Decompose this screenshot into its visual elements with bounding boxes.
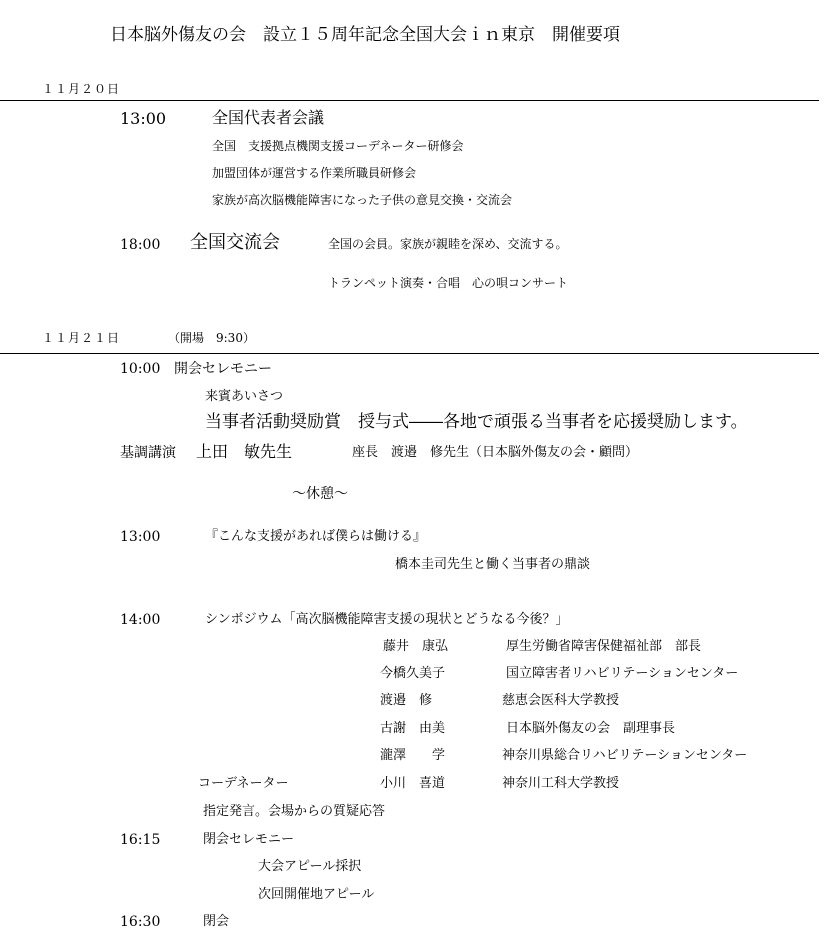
- symposium-time: 14:00: [120, 612, 161, 628]
- day1-session1-item: 全国 支援拠点機関支援コーデネーター研修会: [212, 139, 464, 153]
- panelist-name: 瀧澤 学: [380, 748, 446, 763]
- talk-time: 13:00: [120, 529, 161, 545]
- panelist-name: 今橋久美子: [380, 666, 446, 681]
- opening-greeting: 来賓あいさつ: [205, 389, 284, 404]
- day1-date: １１月２０日: [42, 82, 121, 96]
- document-title: 日本脳外傷友の会 設立１５周年記念全国大会ｉｎ東京 開催要項: [110, 25, 620, 45]
- day2-date: １１月２１日: [42, 331, 121, 345]
- panelist-org: 日本脳外傷友の会 副理事長: [506, 721, 676, 736]
- opening-award: 当事者活動奨励賞 授与式――各地で頑張る当事者を応援奨励します。: [205, 412, 748, 432]
- end-title: 閉会: [203, 914, 230, 929]
- keynote-speaker: 上田 敏先生: [196, 442, 293, 461]
- coordinator-org: 神奈川工科大学教授: [502, 776, 620, 791]
- day2-rule: [0, 353, 819, 354]
- symposium-title: シンポジウム「高次脳機能障害支援の現状とどうなる今後？」: [205, 612, 569, 627]
- day1-session1-time: 13:00: [120, 109, 167, 128]
- day1-session1-item: 加盟団体が運営する作業所職員研修会: [212, 166, 417, 180]
- day1-session1-title: 全国代表者会議: [212, 108, 325, 127]
- panelist-name: 古謝 由美: [380, 721, 446, 736]
- panelist-org: 厚生労働省障害保健福祉部 部長: [506, 639, 702, 654]
- day2-open-time: （開場 9:30）: [168, 331, 255, 345]
- closing-item: 次回開催地アピール: [258, 887, 375, 902]
- opening-time: 10:00: [120, 361, 161, 377]
- opening-title: 開会セレモニー: [174, 361, 272, 377]
- day1-session2-concert: トランペット演奏・合唱 心の唄コンサート: [328, 276, 569, 290]
- panelist-name: 渡邉 修: [380, 693, 433, 708]
- closing-item: 大会アピール採択: [258, 859, 362, 874]
- symposium-qa: 指定発言。会場からの質疑応答: [203, 804, 386, 819]
- closing-time: 16:15: [120, 832, 161, 848]
- talk-desc: 橋本圭司先生と働く当事者の鼎談: [395, 557, 591, 572]
- closing-title: 閉会セレモニー: [203, 832, 295, 847]
- panelist-org: 国立障害者リハビリテーションセンター: [506, 666, 739, 681]
- break-label: ～休憩～: [292, 486, 348, 502]
- end-time: 16:30: [120, 914, 161, 930]
- day1-session2-time: 18:00: [120, 237, 161, 253]
- keynote-chair: 座長 渡邉 修先生（日本脳外傷友の会・顧問）: [352, 445, 639, 460]
- panelist-org: 慈恵会医科大学教授: [502, 693, 620, 708]
- coordinator-label: コーデネーター: [198, 776, 289, 791]
- day1-session1-item: 家族が高次脳機能障害になった子供の意見交換・交流会: [212, 193, 513, 207]
- panelist-name: 藤井 康弘: [383, 639, 449, 654]
- keynote-label: 基調講演: [120, 445, 176, 461]
- day1-rule: [0, 100, 819, 101]
- day1-session2-title: 全国交流会: [190, 232, 280, 253]
- panelist-org: 神奈川県総合リハビリテーションセンター: [502, 748, 748, 763]
- day1-session2-desc: 全国の会員。家族が親睦を深め、交流する。: [328, 237, 568, 251]
- coordinator-name: 小川 喜道: [380, 776, 446, 791]
- talk-title: 『こんな支援があれば僕らは働ける』: [205, 529, 427, 544]
